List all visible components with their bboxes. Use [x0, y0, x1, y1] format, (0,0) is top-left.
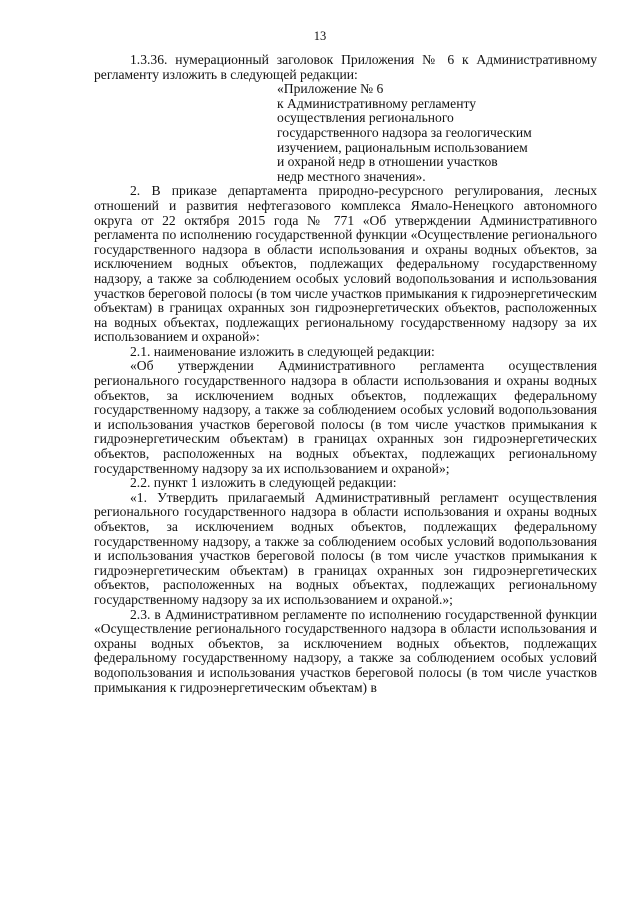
page-number: 13 — [313, 29, 327, 43]
appendix-line: изучением, рациональным использованием — [277, 139, 528, 155]
appendix-line: к Административному регламенту — [277, 95, 477, 111]
appendix-line: недр местного значения». — [277, 168, 426, 184]
appendix-heading-block — [277, 82, 597, 184]
appendix-line: и охраной недр в отношении участков — [277, 154, 498, 170]
paragraph-2-2-quote: «1. Утвердить прилагаемый Административный регламент осуществления регионального государственного надзора в области использования и охраны водных объектов, за исключением водных объектов, подлежащих федеральному государственному надзору, а также за соблюдением особых условий водопользования и использования участков береговой полосы (в том числе участков примыкания к гидроэнергетическим объектам) в границах охранных зон гидроэнергетических объектов, расположенных на водных объектах, подлежащих региональному государственному надзору за их использованием и охраной.»; — [94, 489, 597, 607]
paragraph-1-3-36: 1.3.36. нумерационный заголовок Приложения № 6 к Административному регламенту изложить в следующей редакции: — [94, 52, 597, 82]
paragraph-2: 2. В приказе департамента природно-ресурсного регулирования, лесных отношений и развития нефтегазового комплекса Ямало-Ненецкого автономного округа от 22 октября 2015 года № 771 «Об утверждении Административного регламента по исполнению государственной функции «Осуществление регионального государственного надзора в области использования и охраны водных объектов, за исключением водных объектов, подлежащих федеральному государственному надзору, а также за соблюдением особых условий водопользования и использования участков береговой полосы (в том числе участков примыкания к гидроэнергетическим объектам) в границах охранных зон гидроэнергетических объектов, расположенных на водных объектах, подлежащих региональному государственному надзору за их использованием и охраной»: — [94, 183, 597, 345]
paragraph-2-1-quote: «Об утверждении Административного регламента осуществления регионального государственного надзора в области использования и охраны водных объектов, за исключением водных объектов, подлежащих федеральному государственному надзору, а также за соблюдением особых условий водопользования и использования участков береговой полосы (в том числе участков примыкания к гидроэнергетическим объектам) в границах охранных зон гидроэнергетических объектов, расположенных на водных объектах, подлежащих региональному государственному надзору за их использованием и охраной»; — [94, 358, 597, 476]
paragraph-2-2: 2.2. пункт 1 изложить в следующей редакции: — [130, 475, 397, 491]
document-body — [94, 53, 597, 695]
appendix-line: «Приложение № 6 — [277, 81, 384, 97]
appendix-line: государственного надзора за геологическим — [277, 124, 532, 140]
appendix-line: осуществления регионального — [277, 110, 454, 126]
paragraph-2-1: 2.1. наименование изложить в следующей редакции: — [130, 343, 435, 359]
paragraph-2-3: 2.3. в Административном регламенте по исполнению государственной функции «Осуществление регионального государственного надзора в области использования и охраны водных объектов, за исключением водных объектов, подлежащих федеральному государственному надзору, а также за соблюдением особых условий водопользования и использования участков береговой полосы (в том числе участков примыкания к гидроэнергетическим объектам) в — [94, 606, 597, 695]
